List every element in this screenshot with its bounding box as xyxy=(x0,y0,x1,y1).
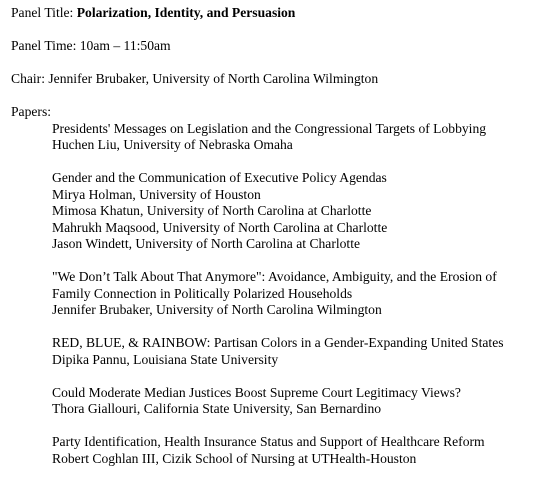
panel-time-label: Panel Time: xyxy=(11,38,80,53)
paper-author: Mirya Holman, University of Houston xyxy=(52,186,261,202)
chair-line xyxy=(11,71,554,88)
paper-title: Could Moderate Median Justices Boost Supreme Court Legitimacy Views? xyxy=(52,384,461,400)
paper-entry xyxy=(52,335,554,368)
paper-title: "We Don’t Talk About That Anymore": Avoidance, Ambiguity, and the Erosion of xyxy=(52,269,497,284)
papers-label: Papers: xyxy=(11,104,52,119)
panel-title-line xyxy=(11,5,554,22)
paper-author: Huchen Liu, University of Nebraska Omaha xyxy=(52,137,293,152)
chair-name: Jennifer Brubaker, University of North Carolina Wilmington xyxy=(48,71,379,86)
panel-title-label: Panel Title: xyxy=(11,5,77,20)
papers-list xyxy=(52,121,554,468)
paper-title: Party Identification, Health Insurance Status and Support of Healthcare Reform xyxy=(52,434,485,449)
paper-entry xyxy=(52,121,554,154)
spacer xyxy=(11,55,554,72)
paper-author: Robert Coghlan III, Cizik School of Nursing at UTHealth-Houston xyxy=(52,450,417,466)
paper-author: Jennifer Brubaker, University of North Carolina Wilmington xyxy=(52,302,382,317)
spacer xyxy=(11,88,554,105)
paper-title: RED, BLUE, & RAINBOW: Partisan Colors in a Gender-Expanding United States xyxy=(52,335,504,350)
chair-label: Chair: xyxy=(11,71,49,86)
spacer xyxy=(11,22,554,39)
paper-title-continued: Family Connection in Politically Polarized Households xyxy=(52,285,353,301)
paper-author: Mimosa Khatun, University of North Carolina at Charlotte xyxy=(52,203,372,218)
paper-title: Presidents' Messages on Legislation and the Congressional Targets of Lobbying xyxy=(52,120,487,136)
paper-author: Mahrukh Maqsood, University of North Carolina at Charlotte xyxy=(52,219,388,235)
panel-title: Polarization, Identity, and Persuasion xyxy=(76,5,296,20)
panel-time-line xyxy=(11,38,554,55)
paper-entry xyxy=(52,434,554,467)
paper-entry xyxy=(52,170,554,253)
paper-title: Gender and the Communication of Executive Policy Agendas xyxy=(52,170,387,185)
paper-author: Dipika Pannu, Louisiana State University xyxy=(52,351,279,367)
paper-author: Thora Giallouri, California State University, San Bernardino xyxy=(52,401,382,416)
panel-time: 10am – 11:50am xyxy=(79,38,171,53)
paper-entry xyxy=(52,269,554,319)
paper-author: Jason Windett, University of North Carolina at Charlotte xyxy=(52,236,361,251)
paper-entry xyxy=(52,385,554,418)
